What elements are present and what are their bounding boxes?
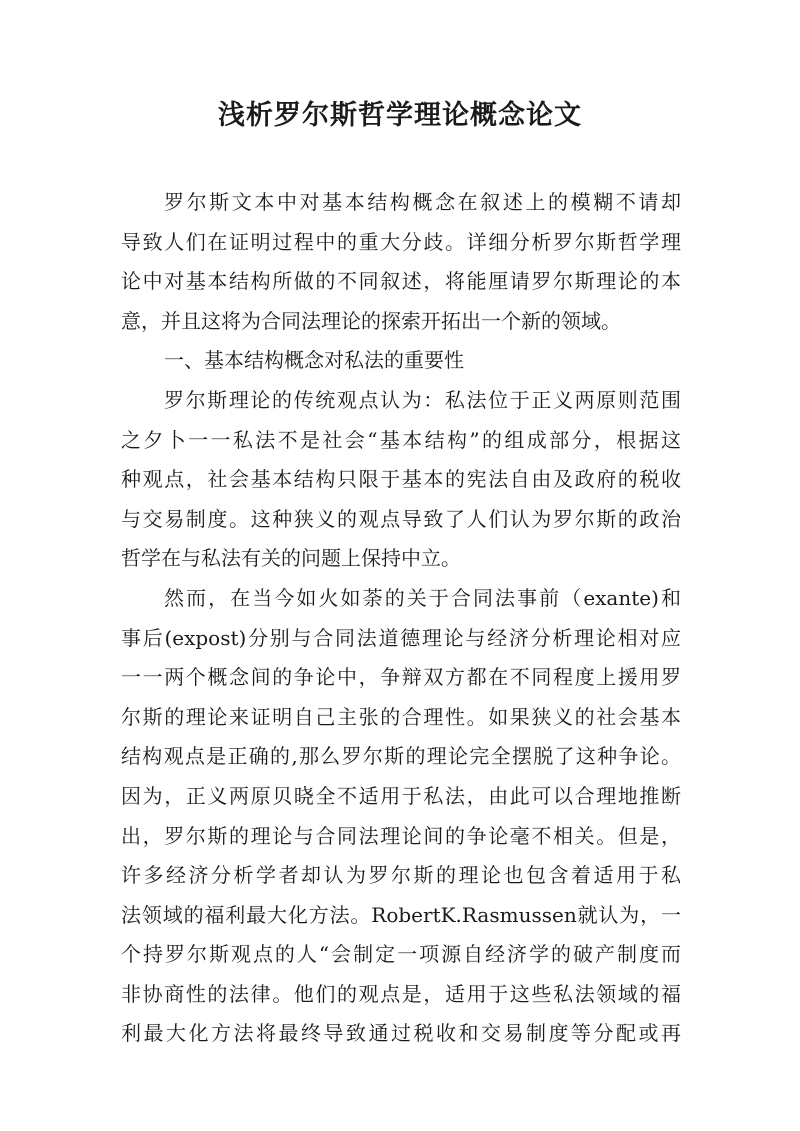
paragraph-3-line-4: 尔斯的理论来证明自己主张的合理性。如果狭义的社会基本 <box>121 704 681 729</box>
paragraph-1-line-2: 导致人们在证明过程中的重大分歧。详细分析罗尔斯哲学理 <box>121 229 681 254</box>
paragraph-3-line-5: 结构观点是正确的,那么罗尔斯的理论完全摆脱了这种争论。 <box>121 744 681 769</box>
section-heading: 一、基本结构概念对私法的重要性 <box>164 348 464 373</box>
paragraph-2-line-2: 之夕卜一一私法不是社会“基本结构”的组成部分，根据这 <box>121 427 681 452</box>
paragraph-3-line-2: 事后(expost)分别与合同法道德理论与经济分析理论相对应 <box>121 625 681 650</box>
paragraph-1-line-3: 论中对基本结构所做的不同叙述，将能厘请罗尔斯理论的本 <box>121 269 681 294</box>
paragraph-3-line-8: 许多经济分析学者却认为罗尔斯的理论也包含着适用于私 <box>121 863 681 888</box>
paragraph-2-line-4: 与交易制度。这种狭义的观点导致了人们认为罗尔斯的政治 <box>121 506 681 531</box>
document-title: 浅析罗尔斯哲学理论概念论文 <box>218 100 582 131</box>
paragraph-2-line-5: 哲学在与私法有关的问题上保持中立。 <box>121 546 461 571</box>
paragraph-3-line-1: 然而，在当今如火如荼的关于合同法事前（exante)和 <box>164 585 681 610</box>
paragraph-1-line-4: 意，并且这将为合同法理论的探索开拓出一个新的领域。 <box>121 308 621 333</box>
paragraph-2-line-1: 罗尔斯理论的传统观点认为：私法位于正义两原则范围 <box>164 387 681 412</box>
paragraph-3-line-11: 非协商性的法律。他们的观点是，适用于这些私法领域的福 <box>121 981 681 1006</box>
paragraph-3-line-3: 一一两个概念间的争论中，争辩双方都在不同程度上援用罗 <box>121 665 681 690</box>
paragraph-3-line-12: 利最大化方法将最终导致通过税收和交易制度等分配或再 <box>121 1021 681 1046</box>
paragraph-2-line-3: 种观点，社会基本结构只限于基本的宪法自由及政府的税收 <box>121 467 681 492</box>
paragraph-3-line-9: 法领域的福利最大化方法。RobertK.Rasmussen就认为，一 <box>121 902 681 927</box>
paragraph-3-line-7: 出，罗尔斯的理论与合同法理论间的争论毫不相关。但是， <box>121 823 681 848</box>
document-body <box>121 183 681 1054</box>
paragraph-1-line-1: 罗尔斯文本中对基本结构概念在叙述上的模糊不请却 <box>164 190 681 214</box>
paragraph-3-line-10: 个持罗尔斯观点的人“会制定一项源自经济学的破产制度而 <box>121 942 681 967</box>
paragraph-3-line-6: 因为，正义两原贝晓全不适用于私法，由此可以合理地推断 <box>121 783 681 808</box>
